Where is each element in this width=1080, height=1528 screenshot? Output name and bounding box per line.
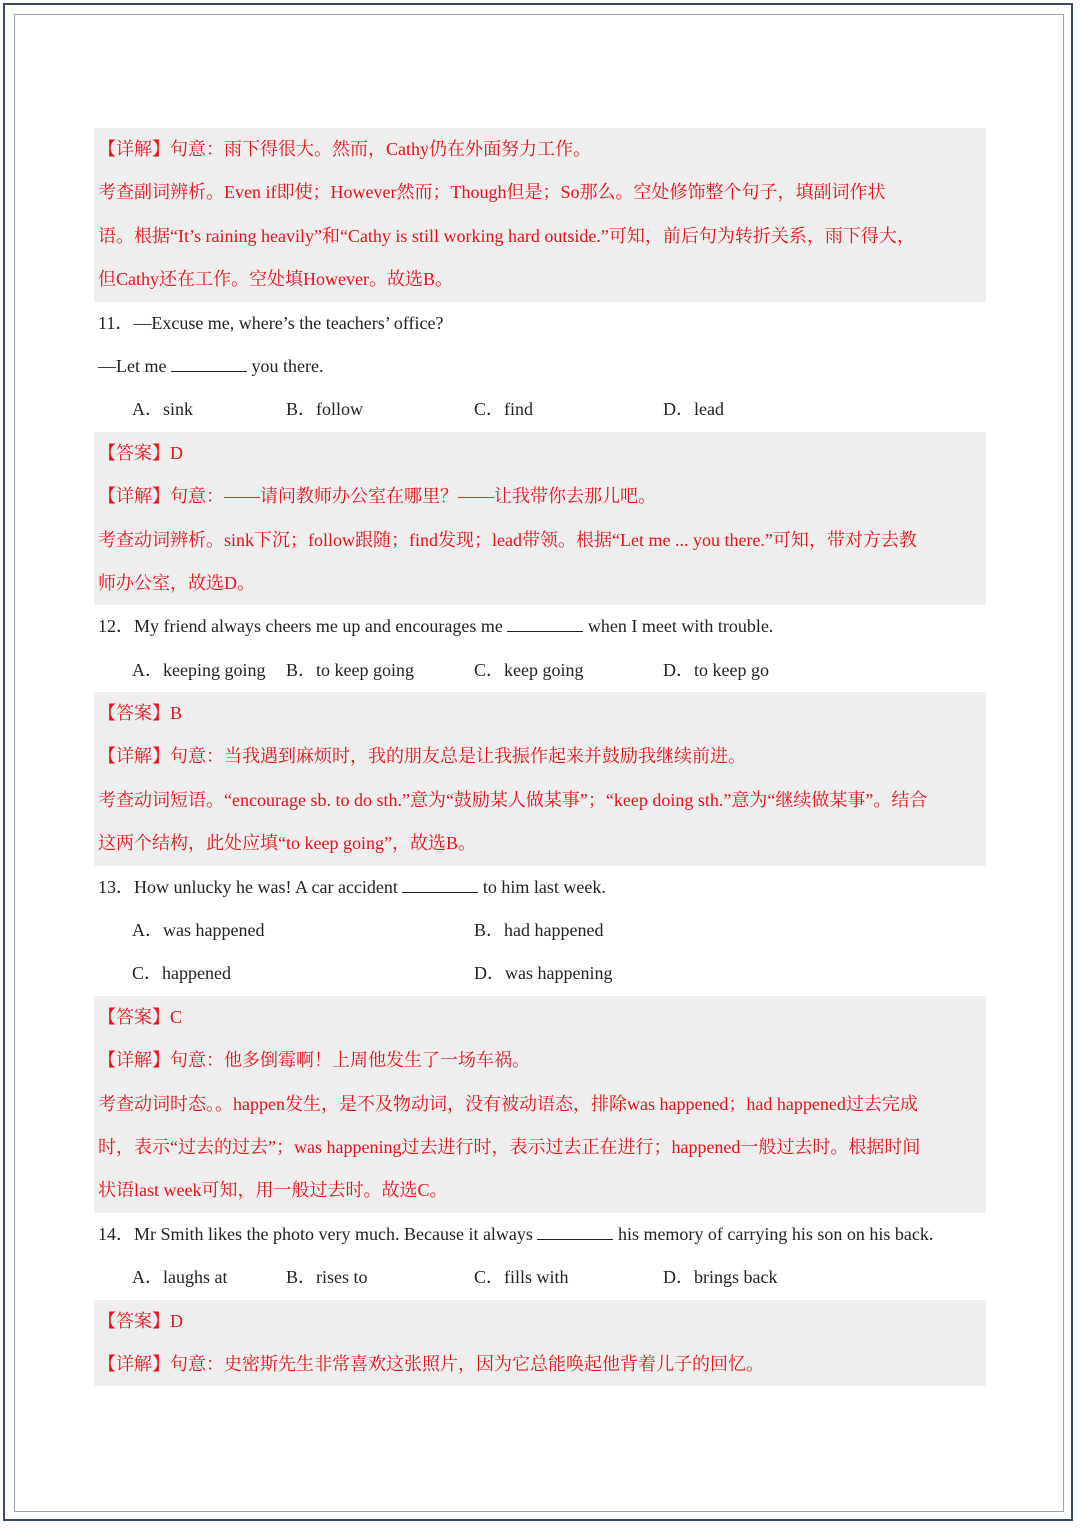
- q10-explanation: [94, 128, 986, 302]
- q11-option-a: A．sink: [132, 399, 194, 420]
- q12-detail: 【详解】句意：当我遇到麻烦时，我的朋友总是让我振作起来并鼓励我继续前进。: [98, 746, 746, 767]
- q12-options: [94, 649, 986, 692]
- document-page: [94, 128, 986, 1386]
- q14-stem-post: his memory of carrying his son on his back.: [617, 1223, 934, 1244]
- q13-options-row1: [94, 909, 986, 952]
- q12-stem: [94, 605, 986, 648]
- q12-stem-pre: 12．My friend always cheers me up and encourages me: [98, 616, 503, 637]
- q11-detail: 【详解】句意：——请问教师办公室在哪里？——让我带你去那儿吧。: [98, 486, 656, 507]
- q14-blank: [537, 1225, 613, 1240]
- q10-detail: 【详解】句意：雨下得很大。然而，Cathy仍在外面努力工作。: [98, 139, 591, 159]
- q14-option-b: B．rises to: [286, 1267, 368, 1288]
- q11-answer: 【答案】D: [98, 442, 183, 463]
- q11-stem-line1: 11．—Excuse me, where’s the teachers’ office?: [98, 312, 444, 333]
- q11-analysis-line2: 师办公室，故选D。: [98, 572, 255, 593]
- q13-explanation: [94, 996, 986, 1213]
- q11-option-b: B．follow: [286, 399, 364, 420]
- q12-option-c: C．keep going: [474, 659, 584, 680]
- q12-analysis-line1: 考查动词短语。“encourage sb. to do sth.”意为“鼓励某人做某事”；“keep doing sth.”意为“继续做某事”。结合: [98, 789, 928, 810]
- q11-analysis-line1: 考查动词辨析。sink下沉；follow跟随；find发现；lead带领。根据“Let me ... you there.”可知，带对方去教: [98, 529, 917, 550]
- q11-stem-post: you there.: [251, 355, 324, 376]
- q11-options: [94, 388, 986, 431]
- q11-option-d: D．lead: [663, 399, 724, 420]
- q13-detail: 【详解】句意：他多倒霉啊！上周他发生了一场车祸。: [98, 1050, 530, 1071]
- q14-explanation: [94, 1300, 986, 1387]
- q13-stem-pre: 13．How unlucky he was! A car accident: [98, 876, 398, 897]
- q13-answer: 【答案】C: [98, 1006, 183, 1027]
- q12-option-a: A．keeping going: [132, 659, 266, 680]
- q10-analysis-line1: 考查副词辨析。Even if即使；However然而；Though但是；So那么。空处修饰整个句子，填副词作状: [98, 182, 886, 203]
- q12-blank: [507, 617, 583, 632]
- q12-option-d: D．to keep go: [663, 659, 769, 680]
- q12-analysis-line2: 这两个结构，此处应填“to keep going”，故选B。: [98, 833, 476, 854]
- q13-analysis-line1: 考查动词时态。。happen发生，是不及物动词，没有被动语态，排除was happened；had happened过去完成: [98, 1093, 918, 1114]
- q14-options: [94, 1256, 986, 1299]
- q13-stem: [94, 866, 986, 909]
- q12-explanation: [94, 692, 986, 866]
- q11-explanation: [94, 432, 986, 606]
- q14-detail: 【详解】句意：史密斯先生非常喜欢这张照片，因为它总能唤起他背着儿子的回忆。: [98, 1353, 764, 1374]
- q10-analysis-line2: 语。根据“It’s raining heavily”和“Cathy is still working hard outside.”可知，前后句为转折关系，雨下得大，: [98, 225, 915, 246]
- q13-analysis-line3: 状语last week可知，用一般过去时。故选C。: [98, 1180, 448, 1201]
- q13-option-b: B．had happened: [474, 920, 604, 941]
- q12-answer: 【答案】B: [98, 703, 183, 724]
- q13-option-c: C．happened: [132, 963, 231, 984]
- q14-option-d: D．brings back: [663, 1267, 778, 1288]
- q14-stem-pre: 14．Mr Smith likes the photo very much. Because it always: [98, 1223, 533, 1244]
- q13-stem-post: to him last week.: [482, 876, 606, 897]
- q13-options-row2: [94, 952, 986, 995]
- q13-option-d: D．was happening: [474, 963, 613, 984]
- q11-option-c: C．find: [474, 399, 534, 420]
- q11-blank: [171, 357, 247, 372]
- q11-stem-line2: [94, 345, 986, 388]
- q14-option-a: A．laughs at: [132, 1267, 228, 1288]
- q12-option-b: B．to keep going: [286, 659, 414, 680]
- q13-blank: [402, 878, 478, 893]
- q10-analysis-line3: 但Cathy还在工作。空处填However。故选B。: [98, 269, 453, 290]
- q13-analysis-line2: 时，表示“过去的过去”；was happening过去进行时，表示过去正在进行；happened一般过去时。根据时间: [98, 1136, 921, 1157]
- q11-stem-pre: —Let me: [98, 355, 167, 376]
- q14-stem: [94, 1213, 986, 1256]
- q12-stem-post: when I meet with trouble.: [587, 616, 774, 637]
- q13-option-a: A．was happened: [132, 920, 265, 941]
- q14-answer: 【答案】D: [98, 1310, 183, 1331]
- q14-option-c: C．fills with: [474, 1267, 569, 1288]
